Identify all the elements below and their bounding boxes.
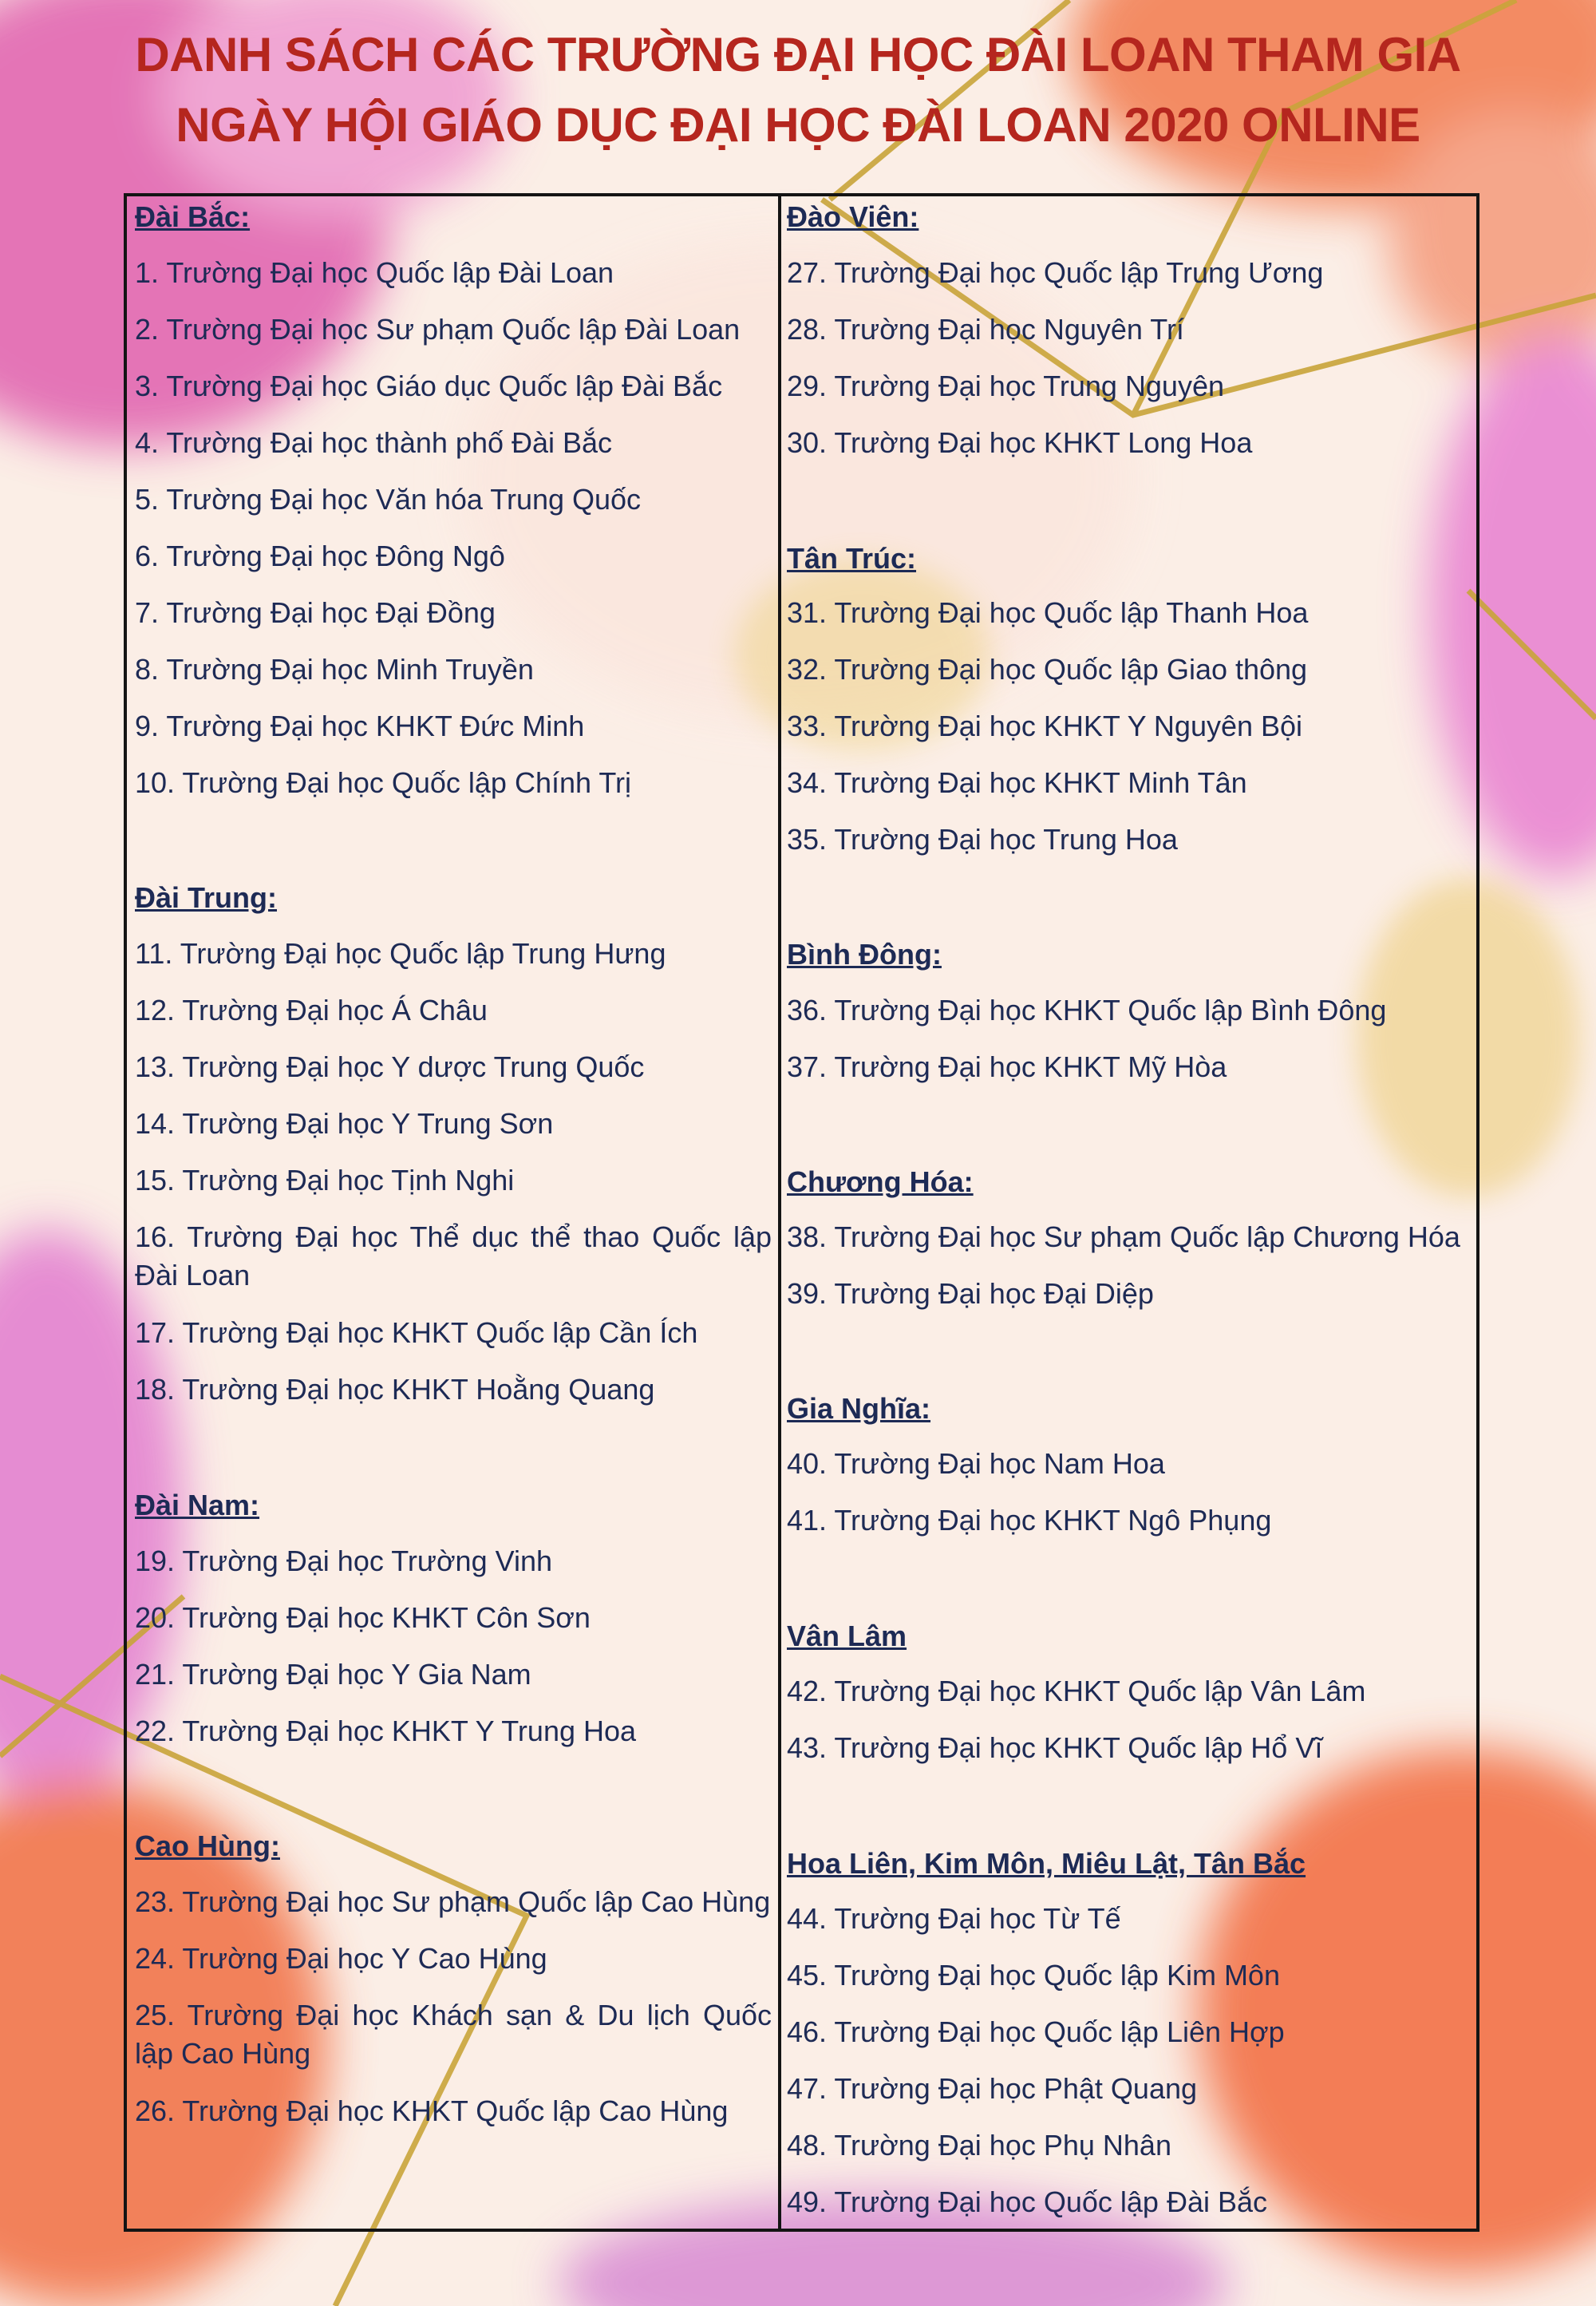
school-item-47: 47. Trường Đại học Phật Quang [787, 2072, 1198, 2105]
school-item-23: 23. Trường Đại học Sư phạm Quốc lập Cao Hùng [135, 1885, 771, 1918]
school-item-33: 33. Trường Đại học KHKT Y Nguyên Bội [787, 710, 1303, 742]
school-item-34: 34. Trường Đại học KHKT Minh Tân [787, 766, 1247, 799]
school-item-30: 30. Trường Đại học KHKT Long Hoa [787, 426, 1253, 459]
school-item-38: 38. Trường Đại học Sư phạm Quốc lập Chương Hóa [787, 1220, 1460, 1253]
school-item-15: 15. Trường Đại học Tịnh Nghi [135, 1164, 515, 1197]
school-item-10: 10. Trường Đại học Quốc lập Chính Trị [135, 766, 632, 799]
school-item-5: 5. Trường Đại học Văn hóa Trung Quốc [135, 483, 642, 516]
school-item-48: 48. Trường Đại học Phụ Nhân [787, 2129, 1171, 2162]
school-item-2: 2. Trường Đại học Sư phạm Quốc lập Đài Loan [135, 313, 741, 346]
region-heading-binh-dong: Bình Đông: [787, 938, 942, 971]
region-heading-tan-truc: Tân Trúc: [787, 542, 917, 575]
school-item-16: 16. Trường Đại học Thể dục thể thao Quốc lập Đài Loan [135, 1220, 772, 1291]
school-item-20: 20. Trường Đại học KHKT Côn Sơn [135, 1601, 591, 1634]
page-title-line-1: DANH SÁCH CÁC TRƯỜNG ĐẠI HỌC ĐÀI LOAN THAM GIA [135, 28, 1461, 81]
school-item-49: 49. Trường Đại học Quốc lập Đài Bắc [787, 2185, 1267, 2218]
school-item-18: 18. Trường Đại học KHKT Hoằng Quang [135, 1373, 655, 1406]
school-item-24: 24. Trường Đại học Y Cao Hùng [135, 1942, 547, 1975]
school-item-7: 7. Trường Đại học Đại Đồng [135, 596, 496, 629]
school-item-11: 11. Trường Đại học Quốc lập Trung Hưng [135, 937, 666, 970]
school-item-3: 3. Trường Đại học Giáo dục Quốc lập Đài Bắc [135, 370, 723, 402]
school-item-46: 46. Trường Đại học Quốc lập Liên Hợp [787, 2015, 1285, 2048]
school-list-frame [124, 193, 1479, 2232]
school-item-22: 22. Trường Đại học KHKT Y Trung Hoa [135, 1715, 637, 1747]
school-item-6: 6. Trường Đại học Đông Ngô [135, 540, 505, 572]
school-item-32: 32. Trường Đại học Quốc lập Giao thông [787, 653, 1308, 686]
school-item-45: 45. Trường Đại học Quốc lập Kim Môn [787, 1959, 1280, 1992]
school-item-26: 26. Trường Đại học KHKT Quốc lập Cao Hùng [135, 2094, 729, 2127]
school-item-4: 4. Trường Đại học thành phố Đài Bắc [135, 426, 613, 459]
school-item-43: 43. Trường Đại học KHKT Quốc lập Hổ Vĩ [787, 1731, 1323, 1764]
school-item-35: 35. Trường Đại học Trung Hoa [787, 823, 1178, 856]
region-heading-dai-nam: Đài Nam: [135, 1489, 260, 1521]
school-item-39: 39. Trường Đại học Đại Diệp [787, 1277, 1154, 1310]
school-item-44: 44. Trường Đại học Từ Tế [787, 1902, 1121, 1935]
column-divider [778, 196, 781, 2229]
school-item-8: 8. Trường Đại học Minh Truyền [135, 653, 534, 686]
school-item-12: 12. Trường Đại học Á Châu [135, 994, 488, 1026]
school-item-13: 13. Trường Đại học Y dược Trung Quốc [135, 1050, 645, 1083]
school-item-37: 37. Trường Đại học KHKT Mỹ Hòa [787, 1050, 1227, 1083]
school-item-27: 27. Trường Đại học Quốc lập Trung Ương [787, 256, 1324, 289]
region-heading-chuong-hoa: Chương Hóa: [787, 1165, 974, 1198]
region-heading-cao-hung: Cao Hùng: [135, 1829, 280, 1862]
region-heading-dai-trung: Đài Trung: [135, 881, 277, 914]
school-item-40: 40. Trường Đại học Nam Hoa [787, 1447, 1165, 1480]
school-item-28: 28. Trường Đại học Nguyên Trí [787, 313, 1184, 346]
school-item-19: 19. Trường Đại học Trường Vinh [135, 1545, 553, 1577]
school-item-14: 14. Trường Đại học Y Trung Sơn [135, 1107, 554, 1140]
school-item-41: 41. Trường Đại học KHKT Ngô Phụng [787, 1504, 1272, 1537]
region-heading-dao-vien: Đào Viên: [787, 200, 919, 233]
school-item-1: 1. Trường Đại học Quốc lập Đài Loan [135, 256, 614, 289]
school-item-17: 17. Trường Đại học KHKT Quốc lập Cần Ích [135, 1316, 698, 1349]
region-heading-dai-bac: Đài Bắc: [135, 200, 251, 233]
school-item-29: 29. Trường Đại học Trung Nguyên [787, 370, 1224, 402]
school-item-36: 36. Trường Đại học KHKT Quốc lập Bình Đông [787, 994, 1387, 1026]
school-item-42: 42. Trường Đại học KHKT Quốc lập Vân Lâm [787, 1675, 1366, 1707]
region-heading-van-lam: Vân Lâm [787, 1620, 907, 1652]
school-item-21: 21. Trường Đại học Y Gia Nam [135, 1658, 531, 1691]
school-item-31: 31. Trường Đại học Quốc lập Thanh Hoa [787, 596, 1309, 629]
page-title-line-2: NGÀY HỘI GIÁO DỤC ĐẠI HỌC ĐÀI LOAN 2020 ONLINE [176, 98, 1420, 152]
school-item-9: 9. Trường Đại học KHKT Đức Minh [135, 710, 585, 742]
region-heading-hoa-lien-kim-mon: Hoa Liên, Kim Môn, Miêu Lật, Tân Bắc [787, 1847, 1306, 1880]
school-item-25: 25. Trường Đại học Khách sạn & Du lịch Quốc lập Cao Hùng [135, 1999, 772, 2070]
region-heading-gia-nghia: Gia Nghĩa: [787, 1392, 931, 1425]
